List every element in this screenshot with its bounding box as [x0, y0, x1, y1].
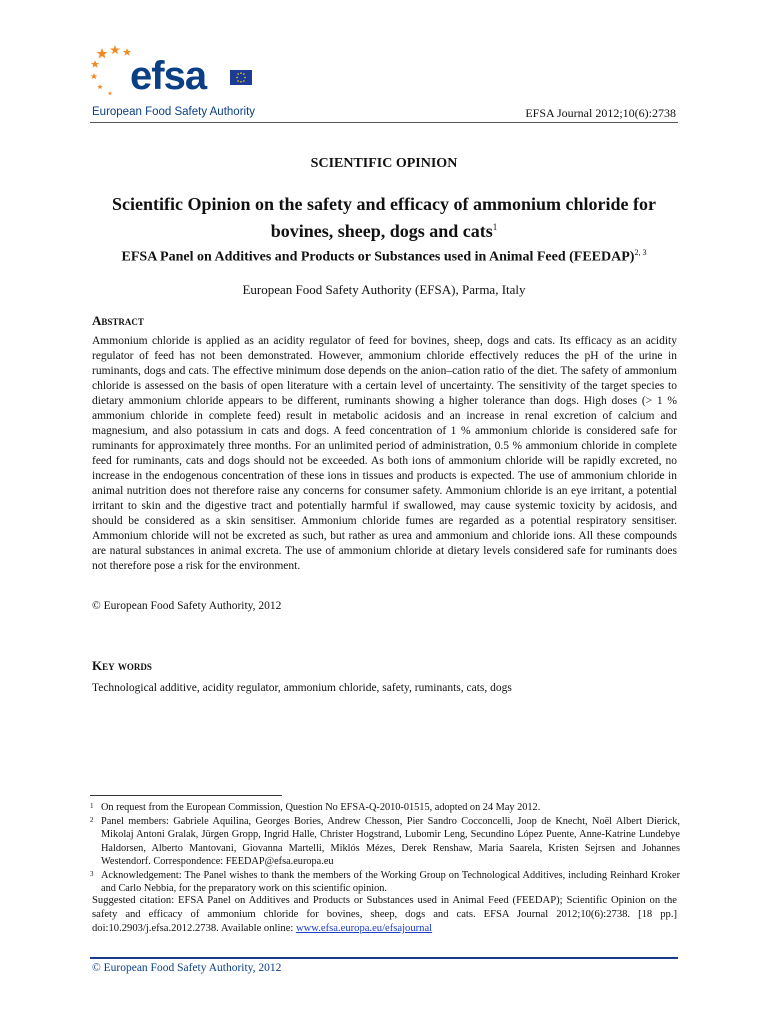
efsa-journal-link[interactable]: www.efsa.europa.eu/efsajournal [296, 923, 433, 934]
footnote-3 [90, 869, 680, 896]
abstract-heading: Abstract [92, 313, 144, 328]
document-title [90, 193, 678, 243]
header-divider [90, 122, 678, 123]
footnote-number: 1 [90, 802, 94, 810]
eu-flag-icon [230, 70, 252, 85]
footnote-divider [90, 795, 282, 796]
citation-text: Suggested citation: EFSA Panel on Additives and Products or Substances used in Animal Feed (FEEDAP); Scientific Opinion on the safety and efficacy of ammonium chloride for bovines, sheep, dogs and cats. EFSA Journal 2012;10(6):2738. [18 pp.] doi:10.2903/j.efsa.2012.2738. Available online: [92, 895, 677, 934]
abstract-body: Ammonium chloride is applied as an acidity regulator of feed for bovines, sheep, dogs and cats. Its efficacy as an acidity regulator of feed has not been demonstrated. However, ammonium chloride effectively reduces the pH of the urine in ruminants, dogs and cats. The effective minimum dose depends on the anion–cation ratio of the diet. The safety of ammonium chloride is assessed on the basis of open literature with a certain level of uncertainty. The sensitivity of the target species to dietary ammonium chloride appears to be different, ruminants showing a higher tolerance than dogs. High doses (> 1 % ammonium chloride in complete feed) result in metabolic acidosis and an increase in renal excretion of calcium and magnesium, and also potassium in cats and dogs. A feed concentration of 1 % ammonium chloride is considered safe for ruminants for approximately three months. For an unlimited period of administration, 0.5 % ammonium chloride in complete feed for ruminants, cats and dogs should not be exceeded. As both ions of ammonium chloride will be rapidly excreted, no increase in the endogenous concentration of these ions in tissues and products is expected. The use of ammonium chloride in animal nutrition does not therefore raise any concerns for consumer safety. Ammonium chloride is an eye irritant, a potential irritant to skin and the digestive tract and potentially harmful if swallowed, may cause systemic toxicity by acidosis, and should be considered as a skin sensitiser. Ammonium chloride fumes are regarded as a potential respiratory sensitiser. Ammonium chloride will not be excreted as such, but rather as urea and ammonium and chloride ions. All these compounds are natural substances in animal excreta. The use of ammonium chloride at dietary levels considered safe for ruminants does not therefore pose a risk for the environment. [92, 335, 677, 572]
org-name: European Food Safety Authority [92, 106, 256, 118]
footnote-number: 3 [90, 869, 94, 878]
footnote-text: Acknowledgement: The Panel wishes to thank the members of the Working Group on Technological Additives, including Reinhard Kroker and Carlo Nebbia, for the preparatory work on this scientific opinion. [101, 869, 680, 894]
footer-copyright: © European Food Safety Authority, 2012 [92, 962, 282, 974]
logo-text: efsa [130, 54, 207, 98]
affiliation: European Food Safety Authority (EFSA), Parma, Italy [242, 282, 526, 297]
abstract-copyright: © European Food Safety Authority, 2012 [92, 600, 282, 612]
panel-footnote-ref: 2, 3 [634, 248, 647, 257]
footnote-text: On request from the European Commission, Question No EFSA-Q-2010-01515, adopted on 24 May 2012. [101, 802, 541, 813]
footnote-2 [90, 815, 680, 869]
footnote-1 [90, 801, 680, 815]
footnotes [90, 801, 680, 896]
suggested-citation [92, 894, 677, 936]
efsa-logo [88, 40, 268, 112]
panel-text: EFSA Panel on Additives and Products or Substances used in Animal Feed (FEEDAP) [121, 249, 635, 265]
title-text: Scientific Opinion on the safety and efficacy of ammonium chloride for bovines, sheep, dogs and cats [112, 194, 656, 241]
panel-name [90, 248, 678, 266]
journal-reference: EFSA Journal 2012;10(6):2738 [525, 106, 676, 120]
title-footnote-ref: 1 [492, 222, 498, 232]
footnote-text: Panel members: Gabriele Aquilina, Georges Bories, Andrew Chesson, Pier Sandro Cocconcelli, Joop de Knecht, Noël Albert Dierick, Mikolaj Antoni Gralak, Jürgen Gropp, Ingrid Halle, Christer Hogstrand, Lubomir Leng, Secundino López Puente, Anne-Katrine Lundebye Haldorsen, Alberto Mantovani, Giovanna Martelli, Miklós Mézes, Derek Renshaw, Maria Saarela, Kristen Sejrsen and Johannes Westendorf. Correspondence: FEEDAP@efsa.europa.eu [101, 815, 680, 867]
opinion-type: SCIENTIFIC OPINION [310, 156, 458, 171]
keywords-heading: Key words [92, 658, 152, 673]
footnote-number: 2 [90, 815, 94, 824]
footer-divider [90, 957, 678, 959]
keywords-text: Technological additive, acidity regulator, ammonium chloride, safety, ruminants, cats, dogs [92, 682, 512, 694]
